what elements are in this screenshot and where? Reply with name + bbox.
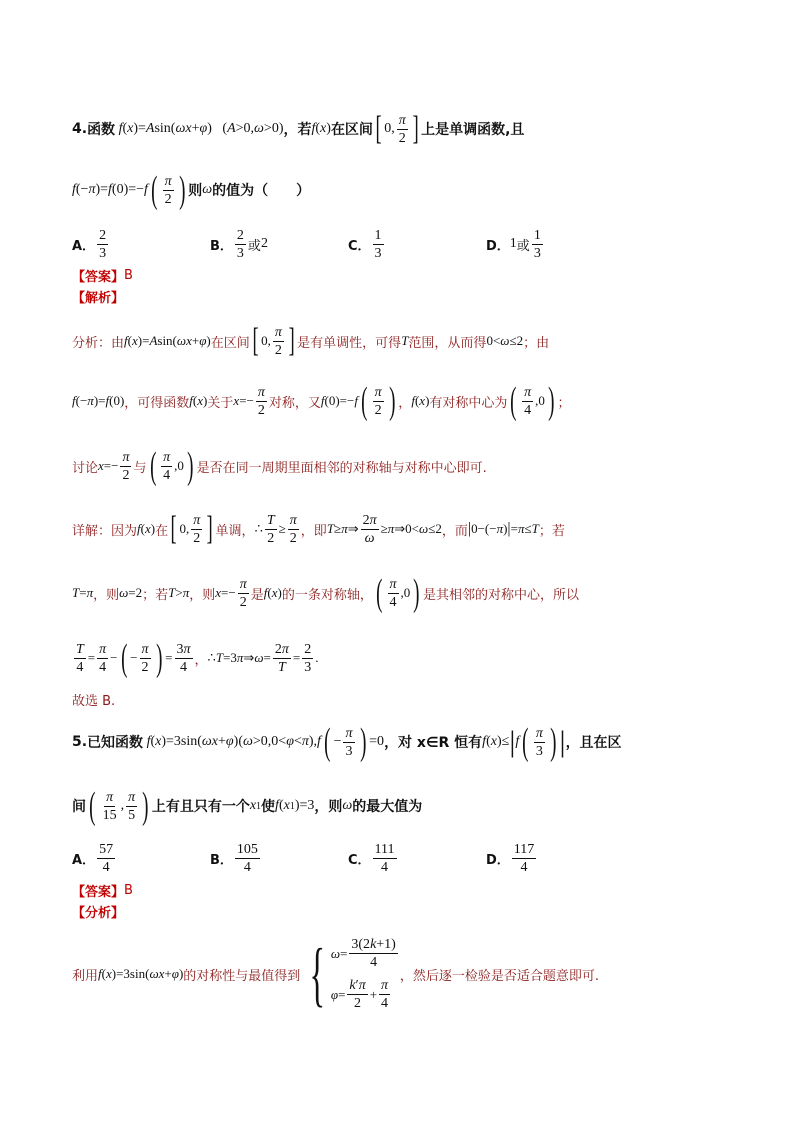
option-text: 或 (516, 238, 530, 254)
detail-text: ，即 (300, 523, 327, 539)
q4-option-b: B． $\frac{2}{3}$ 或 2 (210, 227, 268, 261)
analysis-text: ，然后逐一检验是否适合题意即可. (399, 968, 599, 984)
q5-option-b (210, 838, 262, 878)
detail-text: ，而 (441, 523, 468, 539)
q4-stem-text: 则 (188, 183, 203, 199)
q5-stem-text: 已知函数 (87, 735, 144, 751)
analysis-text: 对称，又 (268, 395, 321, 411)
q5-number: 5. (72, 734, 88, 750)
q5-stem-text: 上有且只有一个 (151, 799, 250, 815)
q4-interval-bracket-left: [ (375, 110, 382, 147)
q4-analysis-line-1: 分析：由 f ( x )= A sin( ωx + φ ) 在区间 [ 0, $\frac{\pi}{2}$ ] 是有单调性，可得 T 范围，从而得 0< ω ≤2 ；由 (72, 322, 550, 359)
option-fraction (512, 841, 536, 876)
q4-answer-line (72, 266, 133, 284)
option-label: B． (210, 238, 233, 254)
detail-text: ， (194, 652, 208, 668)
analysis-text: ；由 (523, 335, 550, 351)
option-denominator: 4 (243, 859, 251, 875)
q4-analysis-line-2: f (− π )= f (0) ，可得函数 f ( x ) 关于 x =− $\frac{\pi}{2}$ 对称，又 f (0)=− f ( $\frac{\pi}{2}$ ) ， f ( x ) 有对称中心为 ( $\frac{\pi}{4}$ ,0 ) ； (72, 380, 571, 422)
option-fraction: $\frac{2}{3}$ (99, 227, 107, 261)
analysis-text: 是有单调性，可得 (297, 335, 402, 351)
q5-option-d (486, 838, 538, 878)
detail-text: 是 (250, 587, 264, 603)
detail-text: ，则 (93, 587, 120, 603)
option-fraction: $\frac{2}{3}$ (236, 227, 244, 261)
q4-detail-line-1: 详解：因为 f ( x ) 在 [ 0, $\frac{\pi}{2}$ ] 单调， ∴ $\frac{T}{2}$ ≥ $\frac{\pi}{2}$ ，即 T ≥ π ⇒ $\frac{2\pi}{\omega}$ ≥ π ⇒0< ω ≤2 ，而 | 0−(− π ) | = π ≤ T ；若 (72, 510, 565, 547)
option-fraction (235, 841, 260, 876)
analysis-text: 与 (133, 460, 147, 476)
q5-analysis-line: 利用 f ( x )=3sin( ωx + φ ) 的对称性与最值得到 { ω = $\frac{3(2k+1)}{4}$ φ = $\frac{k'\pi}{2}$ + $\frac{\pi}{4}$ ，然后逐一检验是否适合题意即可. (72, 934, 599, 1014)
conclusion-text: 故选 B. (72, 693, 116, 709)
option-fraction (373, 841, 397, 876)
q5-answer-line (72, 881, 133, 899)
option-text: 或 (247, 238, 261, 254)
option-denominator: 4 (520, 859, 528, 875)
answer-tag: 【答案】 (72, 269, 125, 285)
q4-analysis-tag-line (72, 287, 124, 305)
option-numerator: 117 (513, 841, 535, 857)
option-label: A． (72, 852, 96, 868)
q4-stem-text: 的值为（ ） (212, 183, 311, 199)
detail-text: ；若 (538, 523, 565, 539)
q5-stem-text: ，且在区 (565, 735, 622, 751)
option-denominator: 4 (381, 859, 389, 875)
option-label: A． (72, 238, 96, 254)
q5-stem-line-1: 5. 已知函数 f ( x )=3sin( ωx + φ )( ω >0,0< φ < π ), f ( − $\frac{\pi}{3}$ ) =0 ，对 x∈R 恒有 f ( x )≤ | f ( $\frac{\pi}{3}$ ) | ，且在区 (72, 721, 622, 763)
analysis-text: 利用 (72, 968, 99, 984)
q4-analysis-line-3: 讨论 x =− $\frac{\pi}{2}$ 与 ( $\frac{\pi}{4}$ ,0 ) 是否在同一周期里面相邻的对称轴与对称中心即可. (72, 445, 487, 487)
analysis-text: ； (557, 395, 571, 411)
analysis-text: 讨论 (72, 460, 99, 476)
q4-stem-text: 函数 (87, 122, 116, 138)
detail-text: 的一条对称轴， (281, 587, 373, 603)
analysis-text: 范围，从而得 (408, 335, 487, 351)
detail-text: 在 (155, 523, 169, 539)
option-fraction (97, 841, 115, 876)
q5-stem-text: 的最大值为 (352, 799, 423, 815)
detail-text: ；若 (142, 587, 169, 603)
q5-stem-text: 间 (72, 799, 86, 815)
q4-stem-line-2: f (− π )= f (0)=− f ( $\frac{\pi}{2}$ ) 则 ω 的值为（ ） (72, 169, 311, 211)
analysis-text: 有对称中心为 (429, 395, 508, 411)
equation-system: { ω = $\frac{3(2k+1)}{4}$ φ = $\frac{k'\pi}{2}$ + $\frac{\pi}{4}$ (309, 934, 396, 1014)
option-label: C． (348, 852, 371, 868)
detail-text: 是其相邻的对称中心，所以 (422, 587, 579, 603)
q4-option-c (348, 226, 386, 262)
analysis-text: 的对称性与最值得到 (183, 968, 301, 984)
q4-function-formula: f (115, 121, 123, 136)
q5-stem-text: 使 (261, 799, 276, 815)
option-numerator: 105 (236, 841, 258, 857)
option-numerator: 57 (99, 841, 114, 857)
answer-tag: 【答案】 (72, 884, 125, 900)
q5-stem-text: ，则 (314, 799, 343, 815)
analysis-text: 关于 (207, 395, 234, 411)
q5-stem-line-2: 间 ( $\frac{\pi}{15}$ , $\frac{\pi}{5}$ ) 上有且只有一个 x 1 使 f ( x 1 )=3 ，则 ω 的最大值为 (72, 785, 423, 827)
option-fraction: $\frac{1}{3}$ (374, 227, 382, 261)
analysis-tag: 【解析】 (72, 290, 125, 306)
q4-number: 4. (72, 121, 88, 137)
q4-option-d: D． 1 或 $\frac{1}{3}$ (486, 227, 541, 261)
option-fraction: $\frac{1}{3}$ (533, 227, 541, 261)
q4-detail-line-3: $\frac{T}{4}$ = $\frac{\pi}{4}$ − ( − $\frac{\pi}{2}$ ) = $\frac{3\pi}{4}$ ， ∴ T =3 π ⇒ ω = $\frac{2\pi}{T}$ = $\frac{2}{3}$ . (76, 637, 319, 679)
analysis-tag: 【分析】 (72, 905, 125, 921)
analysis-text: 分析：由 (72, 335, 125, 351)
q4-conclusion (72, 690, 115, 708)
q4-stem-line-1: 4. 函数 f ( x )= A sin( ωx + φ ) ( A >0, ω >0) ，若 f ( x ) 在区间 [ 0, $\frac{\pi}{2}$ ] 上是单调函数,且 (72, 110, 525, 147)
detail-text: 详解：因为 (72, 523, 138, 539)
q4-stem-text: 上是单调函数,且 (421, 122, 525, 138)
q5-option-a (72, 838, 117, 878)
answer-value: B (124, 267, 133, 283)
option-label: B． (210, 852, 233, 868)
q4-stem-text: 在区间 (330, 122, 373, 138)
q5-stem-text: ，对 x∈R 恒有 (384, 735, 483, 751)
analysis-text: 在区间 (210, 335, 250, 351)
q4-option-a (72, 226, 110, 262)
analysis-text: 是否在同一周期里面相邻的对称轴与对称中心即可. (196, 460, 487, 476)
option-denominator: 4 (102, 859, 110, 875)
q4-detail-line-2: T = π ，则 ω =2 ；若 T > π ，则 x =− $\frac{\pi}{2}$ 是 f ( x ) 的一条对称轴， ( $\frac{\pi}{4}$ ,0 ) 是其相邻的对称中心，所以 (72, 572, 579, 614)
option-label: D． (486, 852, 510, 868)
detail-text: 单调， (215, 523, 255, 539)
option-label: D． (486, 238, 510, 254)
option-numerator: 111 (374, 841, 395, 857)
analysis-text: ， (398, 395, 412, 411)
analysis-text: ，可得函数 (124, 395, 190, 411)
q5-option-c (348, 838, 399, 878)
q5-analysis-tag-line (72, 902, 124, 920)
option-label: C． (348, 238, 371, 254)
q4-stem-text: ，若 (283, 122, 312, 138)
answer-value: B (124, 882, 133, 898)
detail-text: ，则 (189, 587, 216, 603)
